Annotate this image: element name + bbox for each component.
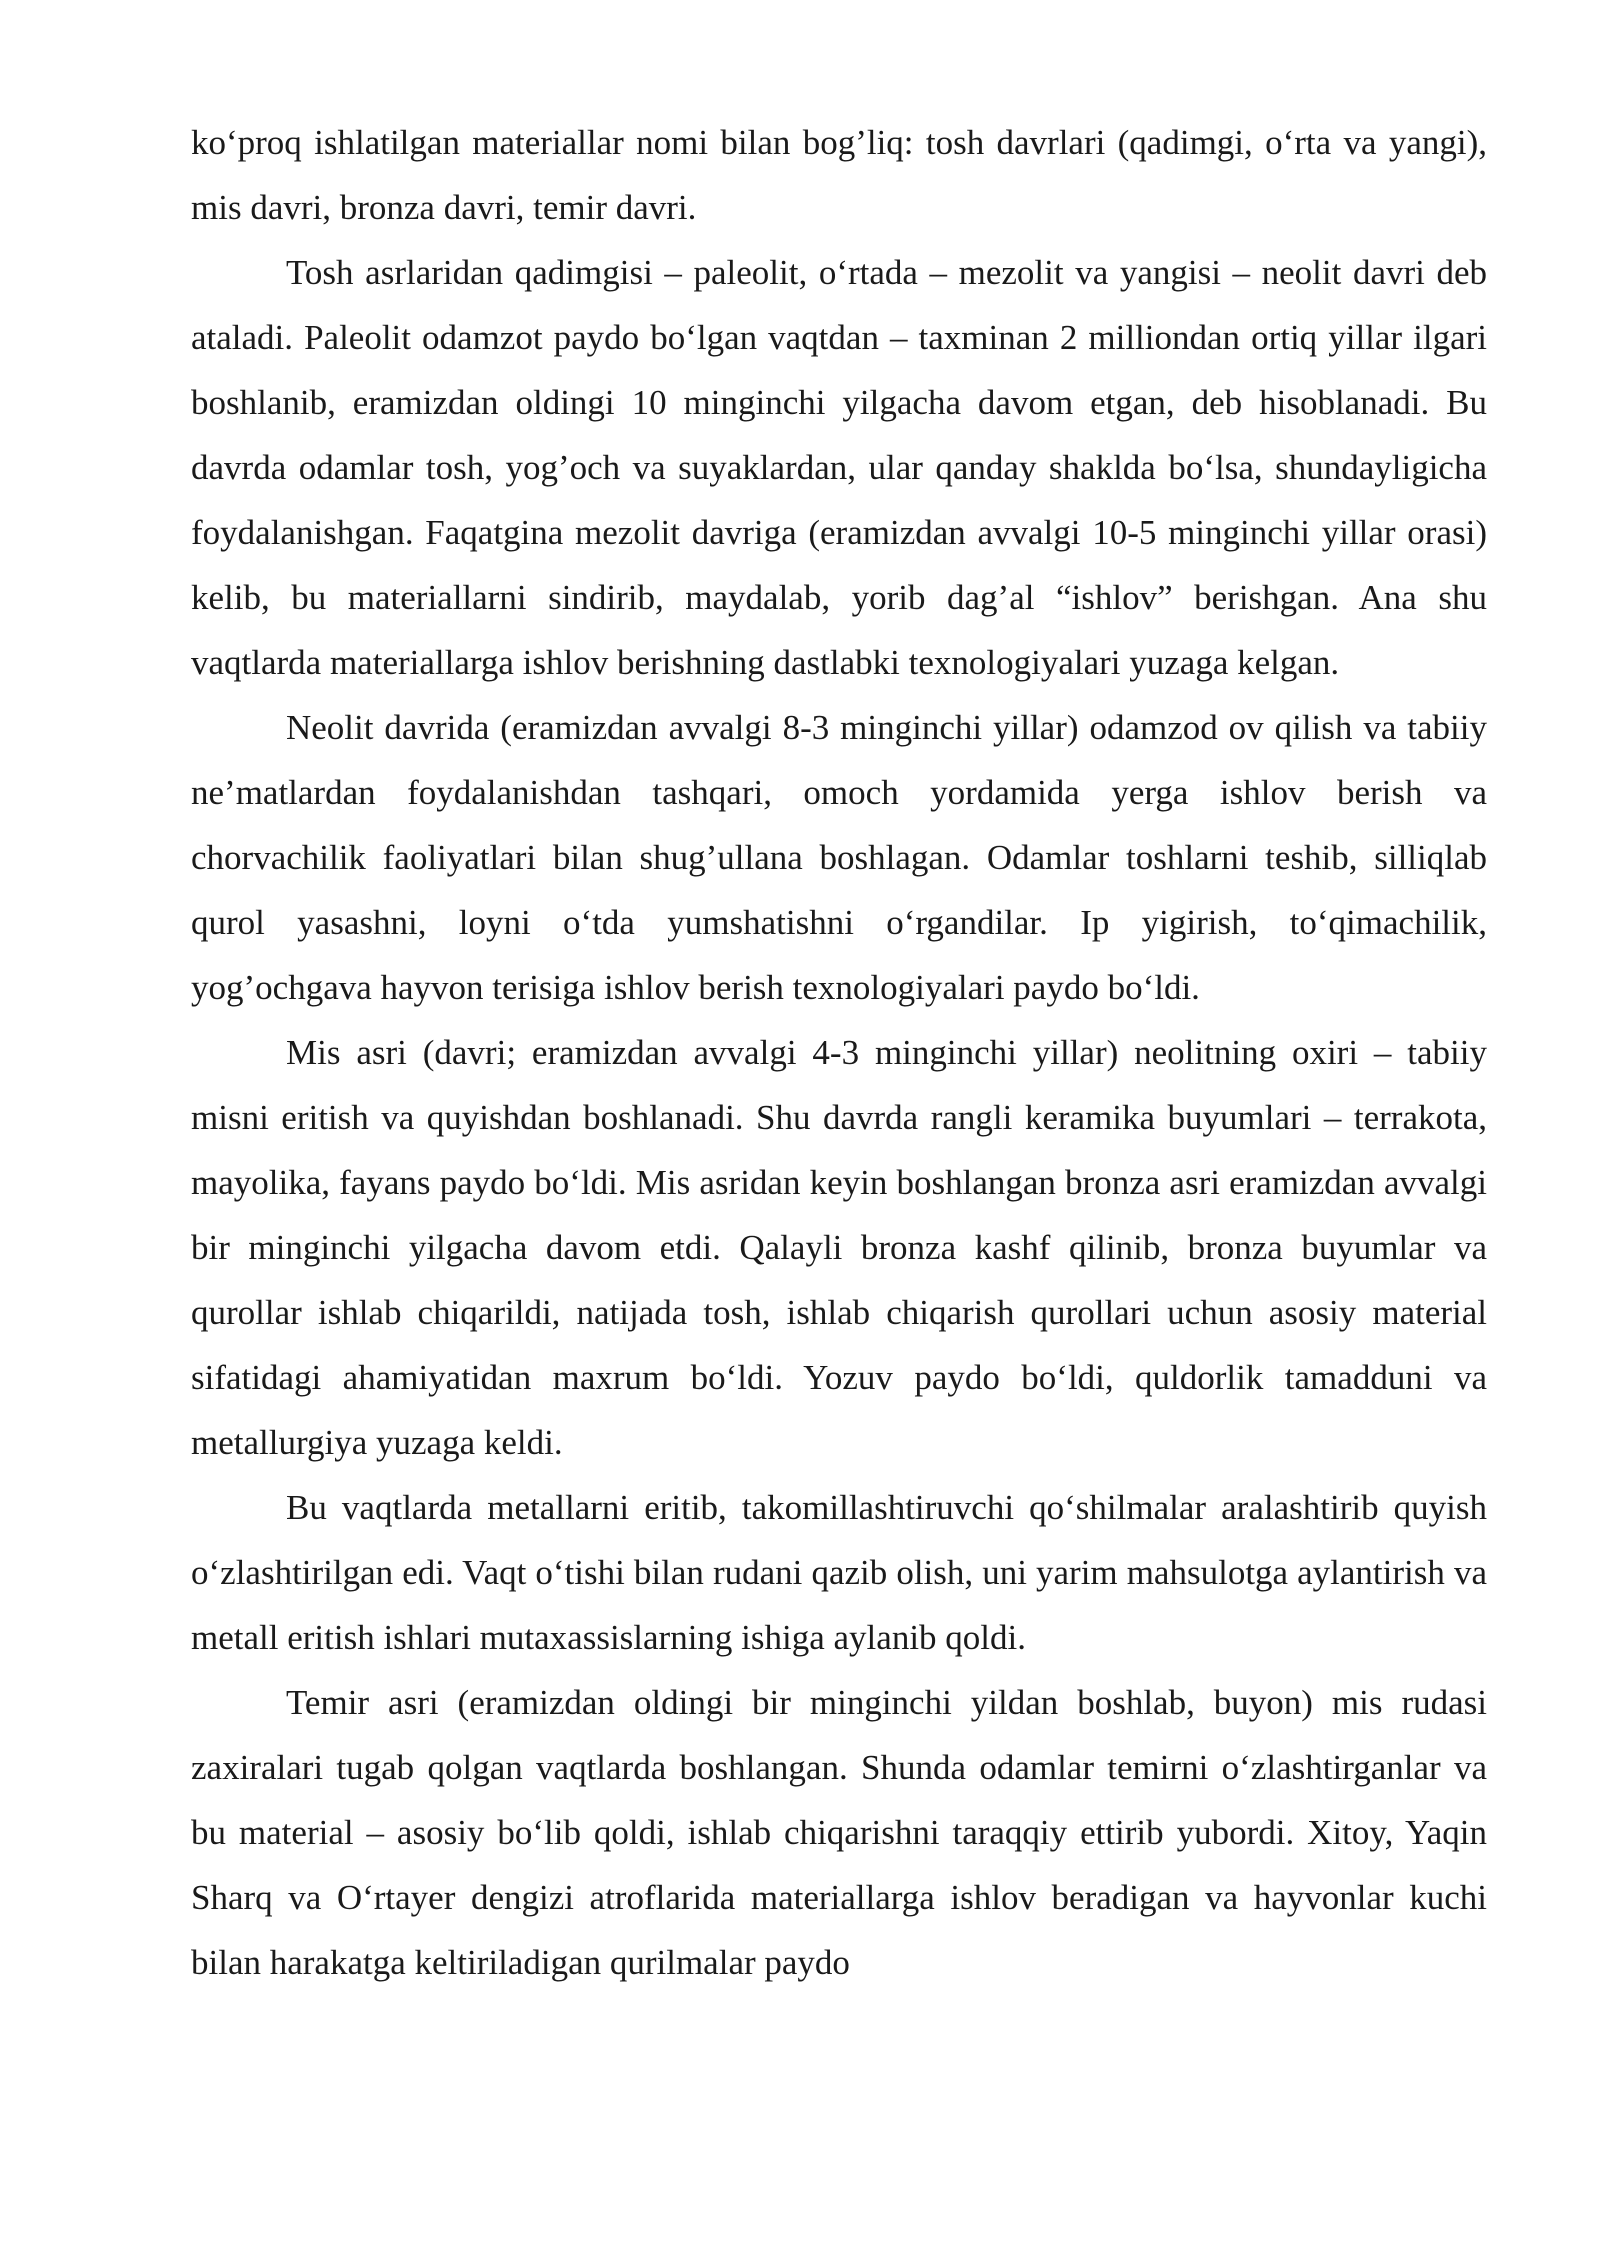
paragraph-2: Tosh asrlaridan qadimgisi – paleolit, o‘rtada – mezolit va yangisi – neolit davri deb ataladi. Paleolit odamzot paydo bo‘lgan vaqtdan – taxminan 2 milliondan ortiq yillar ilgari boshlanib, eramizdan oldingi 10 minginchi yilgacha davom etgan, deb hisoblanadi. Bu davrda odamlar tosh, yog’och va suyaklardan, ular qanday shaklda bo‘lsa, shundayligicha foydalanishgan. Faqatgina mezolit davriga (eramizdan avvalgi 10-5 minginchi yillar orasi) kelib, bu materiallarni sindirib, maydalab, yorib dag’al “ishlov” berishgan. Ana shu vaqtlarda materiallarga ishlov berishning dastlabki texnologiyalari yuzaga kelgan. bbox=[191, 253, 1487, 682]
paragraph-6: Temir asri (eramizdan oldingi bir minginchi yildan boshlab, buyon) mis rudasi zaxiralari tugab qolgan vaqtlarda boshlangan. Shunda odamlar temirni o‘zlashtirganlar va bu material – asosiy bo‘lib qoldi, ishlab chiqarishni taraqqiy ettirib yubordi. Xitoy, Yaqin Sharq va O‘rtayer dengizi atroflarida materiallarga ishlov beradigan va hayvonlar kuchi bilan harakatga keltiriladigan qurilmalar paydo bbox=[191, 1683, 1487, 1982]
paragraph-5: Bu vaqtlarda metallarni eritib, takomillashtiruvchi qo‘shilmalar aralashtirib quyish o‘zlashtirilgan edi. Vaqt o‘tishi bilan rudani qazib olish, uni yarim mahsulotga aylantirish va metall eritish ishlari mutaxassislarning ishiga aylanib qoldi. bbox=[191, 1488, 1487, 1657]
paragraph-4: Mis asri (davri; eramizdan avvalgi 4-3 minginchi yillar) neolitning oxiri – tabiiy misni eritish va quyishdan boshlanadi. Shu davrda rangli keramika buyumlari – terrakota, mayolika, fayans paydo bo‘ldi. Mis asridan keyin boshlangan bronza asri eramizdan avvalgi bir minginchi yilgacha davom etdi. Qalayli bronza kashf qilinib, bronza buyumlar va qurollar ishlab chiqarildi, natijada tosh, ishlab chiqarish qurollari uchun asosiy material sifatidagi ahamiyatidan maxrum bo‘ldi. Yozuv paydo bo‘ldi, quldorlik tamadduni va metallurgiya yuzaga keldi. bbox=[191, 1033, 1487, 1462]
paragraph-3: Neolit davrida (eramizdan avvalgi 8-3 minginchi yillar) odamzod ov qilish va tabiiy ne’matlardan foydalanishdan tashqari, omoch yordamida yerga ishlov berish va chorvachilik faoliyatlari bilan shug’ullana boshlagan. Odamlar toshlarni teshib, silliqlab qurol yasashni, loyni o‘tda yumshatishni o‘rgandilar. Ip yigirish, to‘qimachilik, yog’ochgava hayvon terisiga ishlov berish texnologiyalari paydo bo‘ldi. bbox=[191, 708, 1487, 1007]
document-page bbox=[191, 110, 1487, 1995]
paragraph-1: ko‘proq ishlatilgan materiallar nomi bilan bog’liq: tosh davrlari (qadimgi, o‘rta va yangi), mis davri, bronza davri, temir davri. bbox=[191, 123, 1487, 227]
